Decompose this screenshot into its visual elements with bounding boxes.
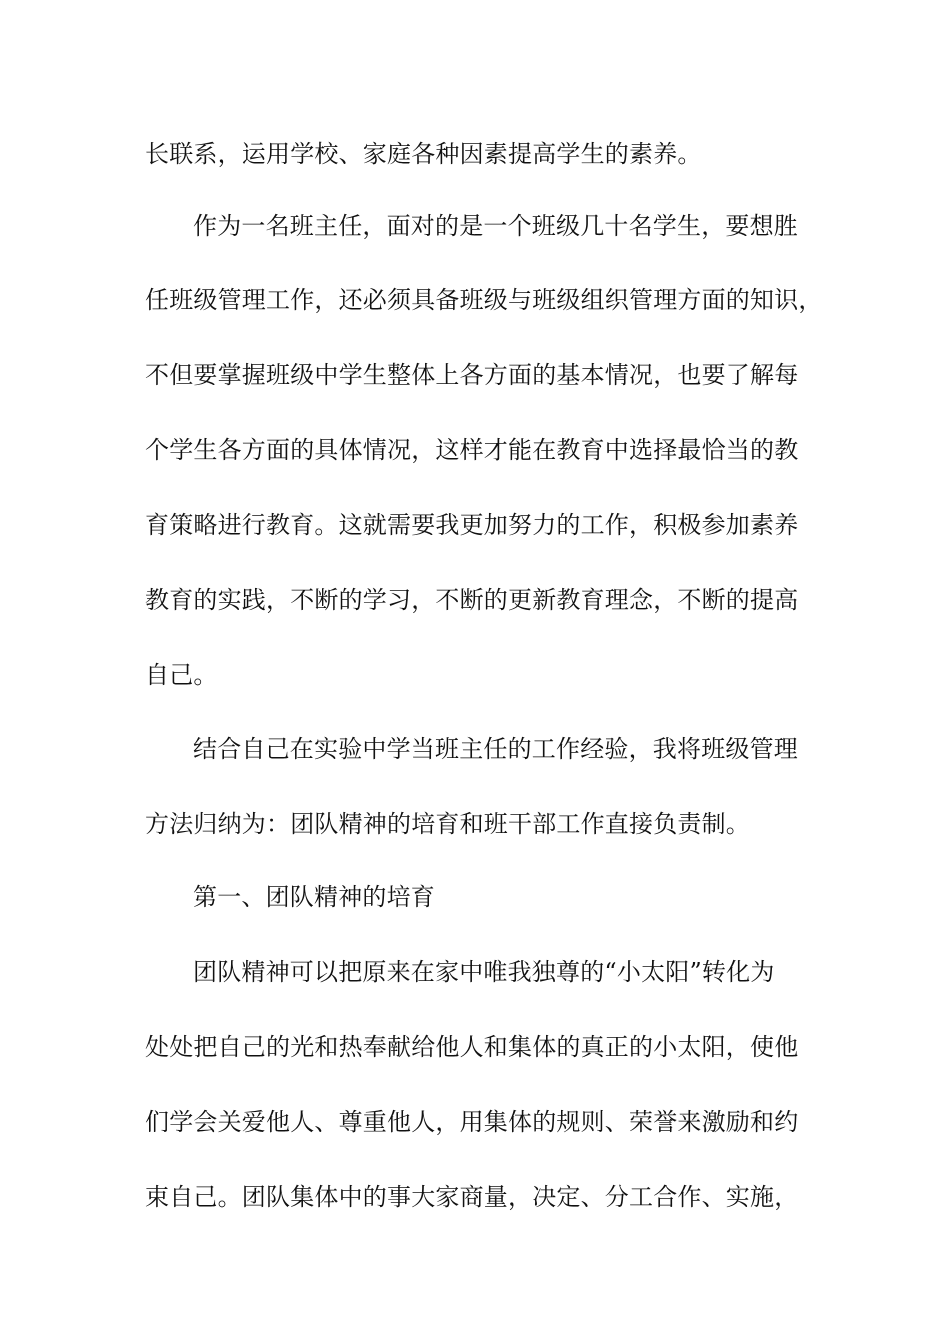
- paragraph-line: 团队精神可以把原来在家中唯我独尊的“小太阳”转化为: [193, 958, 775, 986]
- paragraph-line: 作为一名班主任，面对的是一个班级几十名学生，要想胜: [193, 212, 798, 240]
- paragraph-line: 处处把自己的光和热奉献给他人和集体的真正的小太阳，使他: [145, 1033, 799, 1061]
- paragraph-line: 教育的实践，不断的学习，不断的更新教育理念，不断的提高: [145, 586, 799, 614]
- paragraph-line: 们学会关爱他人、尊重他人，用集体的规则、荣誉来激励和约: [145, 1108, 799, 1136]
- paragraph-line: 结合自己在实验中学当班主任的工作经验，我将班级管理: [193, 735, 798, 763]
- paragraph-line: 方法归纳为：团队精神的培育和班干部工作直接负责制。: [145, 810, 750, 838]
- paragraph-line: 长联系，运用学校、家庭各种因素提高学生的素养。: [145, 140, 702, 168]
- paragraph-line: 育策略进行教育。这就需要我更加努力的工作，积极参加素养: [145, 511, 799, 539]
- section-heading: 第一、团队精神的培育: [193, 883, 435, 911]
- paragraph-line: 任班级管理工作，还必须具备班级与班级组织管理方面的知识，: [145, 286, 823, 314]
- paragraph-line: 个学生各方面的具体情况，这样才能在教育中选择最恰当的教: [145, 436, 799, 464]
- paragraph-line: 自己。: [145, 661, 218, 689]
- paragraph-line: 不但要掌握班级中学生整体上各方面的基本情况，也要了解每: [145, 361, 799, 389]
- paragraph-line: 束自己。团队集体中的事大家商量，决定、分工合作、实施，: [145, 1183, 799, 1211]
